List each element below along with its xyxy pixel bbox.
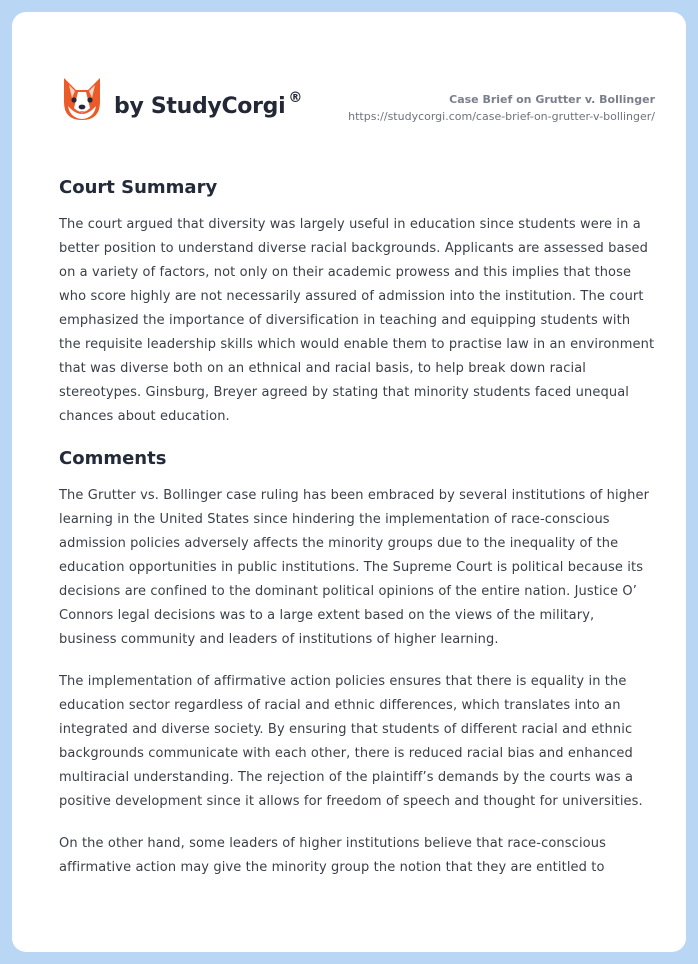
document-url[interactable]: https://studycorgi.com/case-brief-on-grutter-v-bollinger/ <box>348 110 655 123</box>
corgi-logo-icon <box>60 76 104 122</box>
page-header <box>12 12 686 152</box>
registered-mark: ® <box>288 90 303 106</box>
section-heading-court-summary: Court Summary <box>59 177 218 198</box>
brand-text: by StudyCorgi <box>114 94 286 119</box>
paragraph: The implementation of affirmative action policies ensures that there is equality in the education sector regardless of racial and ethnic differences, which translates into an integrated and diverse society. By ensuring that students of different racial and ethnic backgrounds communicate with each other, there is reduced racial bias and enhanced multiracial understanding. The rejection of the plaintiff’s demands by the courts was a positive development since it allows for freedom of speech and thought for universities. <box>59 674 643 809</box>
paragraph: On the other hand, some leaders of higher institutions believe that race-conscious affirmative action may give the minority group the notion that they are entitled to <box>59 836 607 875</box>
document-title: Case Brief on Grutter v. Bollinger <box>449 93 655 106</box>
document-page <box>12 12 686 952</box>
brand-name[interactable] <box>114 90 303 119</box>
paragraph: The court argued that diversity was largely useful in education since students were in a better position to understand diverse racial backgrounds. Applicants are assessed based on a variety of factors, not only on their academic prowess and this implies that those who score highly are not necessarily assured of admission into the institution. The court emphasized the importance of diversification in teaching and equipping students with the requisite leadership skills which would enable them to practise law in an environment that was diverse both on an ethnical and racial basis, to help break down racial stereotypes. Ginsburg, Breyer agreed by stating that minority students faced unequal chances about education. <box>59 217 655 424</box>
section-heading-comments: Comments <box>59 448 167 469</box>
document-body <box>59 176 656 880</box>
paragraph: The Grutter vs. Bollinger case ruling has been embraced by several institutions of higher learning in the United States since hindering the implementation of race-conscious admission policies adversely affects the minority groups due to the inequality of the education opportunities in public institutions. The Supreme Court is political because its decisions are confined to the dominant political opinions of the entire nation. Justice O’ Connors legal decisions was to a large extent based on the views of the military, business community and leaders of institutions of higher learning. <box>59 488 650 647</box>
